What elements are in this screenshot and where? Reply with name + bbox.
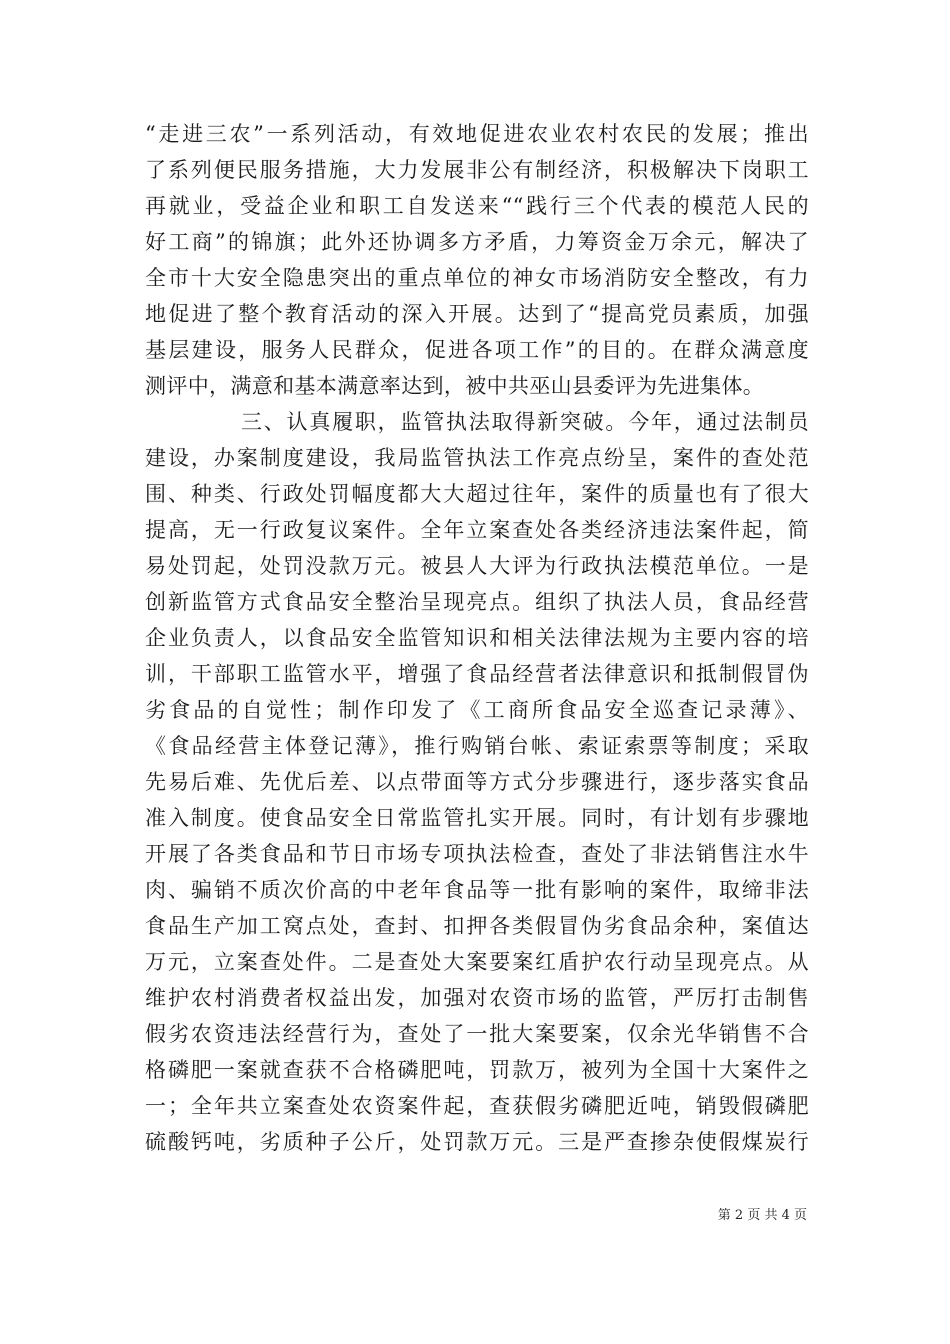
text-line: 硫酸钙吨，劣质种子公斤，处罚款万元。三是严查掺杂使假煤炭行	[145, 1130, 809, 1154]
page-number-footer: 第 2 页 共 4 页	[717, 1208, 807, 1223]
text-line: 地促进了整个教育活动的深入开展。达到了“提高党员素质，加强	[145, 302, 809, 326]
text-line: 格磷肥一案就查获不合格磷肥吨，罚款万，被列为全国十大案件之	[145, 1058, 809, 1082]
text-line: 先易后难、先优后差、以点带面等方式分步骤进行，逐步落实食品	[145, 770, 809, 794]
text-line: 了系列便民服务措施，大力发展非公有制经济，积极解决下岗职工	[145, 158, 809, 182]
text-line: 创新监管方式食品安全整治呈现亮点。组织了执法人员，食品经营	[145, 590, 809, 614]
text-line: 食品生产加工窝点处，查封、扣押各类假冒伪劣食品余种，案值达	[145, 914, 809, 938]
text-line: 基层建设，服务人民群众，促进各项工作”的目的。在群众满意度	[145, 338, 809, 362]
text-line: “走进三农”一系列活动，有效地促进农业农村农民的发展；推出	[145, 122, 809, 146]
section-heading-line: 三、认真履职，监管执法取得新突破。今年，通过法制员	[241, 410, 809, 434]
text-line: 维护农村消费者权益出发，加强对农资市场的监管，严厉打击制售	[145, 986, 809, 1010]
text-line: 假劣农资违法经营行为，查处了一批大案要案，仅余光华销售不合	[145, 1022, 809, 1046]
text-line: 一；全年共立案查处农资案件起，查获假劣磷肥近吨，销毁假磷肥	[145, 1094, 809, 1118]
text-line: 围、种类、行政处罚幅度都大大超过往年，案件的质量也有了很大	[145, 482, 809, 506]
text-line: 易处罚起，处罚没款万元。被县人大评为行政执法模范单位。一是	[145, 554, 809, 578]
text-line: 再就业，受益企业和职工自发送来““践行三个代表的模范人民的	[145, 194, 809, 218]
text-line: 训，干部职工监管水平，增强了食品经营者法律意识和抵制假冒伪	[145, 662, 809, 686]
text-line: 全市十大安全隐患突出的重点单位的神女市场消防安全整改，有力	[145, 266, 809, 290]
text-line: 准入制度。使食品安全日常监管扎实开展。同时，有计划有步骤地	[145, 806, 809, 830]
text-line: 企业负责人，以食品安全监管知识和相关法律法规为主要内容的培	[145, 626, 809, 650]
text-line: 肉、骗销不质次价高的中老年食品等一批有影响的案件，取缔非法	[145, 878, 809, 902]
text-line: 《食品经营主体登记薄》，推行购销台帐、索证索票等制度；采取	[145, 734, 809, 758]
text-line: 测评中，满意和基本满意率达到，被中共巫山县委评为先进集体。	[145, 374, 765, 398]
text-line: 万元，立案查处件。二是查处大案要案红盾护农行动呈现亮点。从	[145, 950, 809, 974]
text-line: 建设，办案制度建设，我局监管执法工作亮点纷呈，案件的查处范	[145, 446, 809, 470]
text-line: 劣食品的自觉性；制作印发了《工商所食品安全巡查记录薄》、	[145, 698, 809, 722]
text-line: 开展了各类食品和节日市场专项执法检查，查处了非法销售注水牛	[145, 842, 809, 866]
body-text	[145, 116, 809, 1160]
text-line: 提高，无一行政复议案件。全年立案查处各类经济违法案件起，简	[145, 518, 809, 542]
text-line: 好工商”的锦旗；此外还协调多方矛盾，力筹资金万余元，解决了	[145, 230, 809, 254]
